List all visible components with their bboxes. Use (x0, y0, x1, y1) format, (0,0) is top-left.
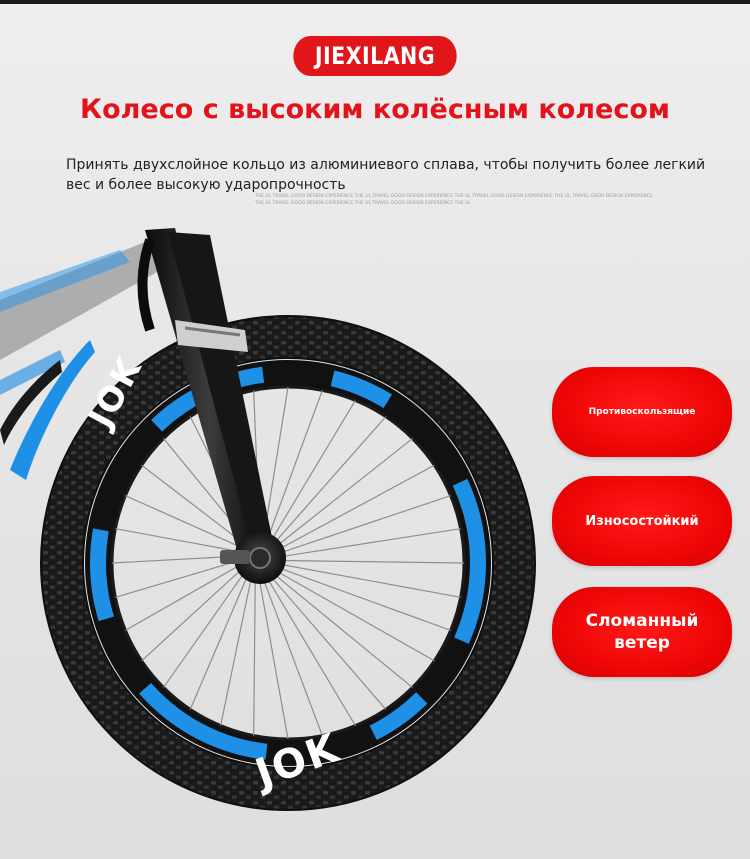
spoke (267, 568, 413, 687)
spoke (254, 569, 256, 736)
wheel-hub (220, 532, 286, 584)
feature-badge-wind-breaker-label: Сломанный ветер (585, 611, 699, 653)
feature-badge-anti-slip: Противоскользящие (552, 367, 732, 457)
rim-decal-top: JOK (80, 350, 151, 435)
fine-print-line-2: THE UL TRAVEL GOOD DESIGN EXPERIENCE THE UL TRAVEL GOOD DESIGN EXPERIENCE THE UL (255, 201, 471, 206)
top-divider (0, 0, 750, 4)
brand-badge: JIEXILANG (293, 36, 456, 76)
spoke (221, 568, 254, 726)
spoke (268, 567, 434, 661)
feature-description: Принять двухслойное кольцо из алюминиевого сплава, чтобы получить более легкий вес и более высокую ударопрочность (66, 157, 706, 193)
spoke (269, 417, 386, 550)
spoke (164, 565, 250, 688)
headline: Колесо с высоким колёсным колесом (80, 94, 670, 125)
fine-print-line-1: THE UL TRAVEL GOOD DESIGN EXPERIENCE THE UL TRAVEL GOOD DESIGN EXPERIENCE THE UL TRAVEL GOOD DESIGN EXPERIENCE THE UL TRAVEL GOOD DESIGN EXPERIENCE (255, 194, 653, 199)
spoke (272, 560, 464, 563)
spoke (258, 570, 288, 739)
feature-badge-wind-breaker (552, 587, 732, 677)
spoke (270, 565, 451, 631)
spoke (270, 439, 412, 552)
spoke (260, 570, 322, 736)
spoke (265, 569, 386, 709)
rim-decal-bottom: JOK (249, 724, 347, 798)
feature-badge-wear-resistant: Износостойкий (552, 476, 732, 566)
spokes (112, 387, 464, 739)
spoke (272, 529, 461, 558)
spoke (262, 570, 355, 726)
spoke (271, 563, 461, 598)
